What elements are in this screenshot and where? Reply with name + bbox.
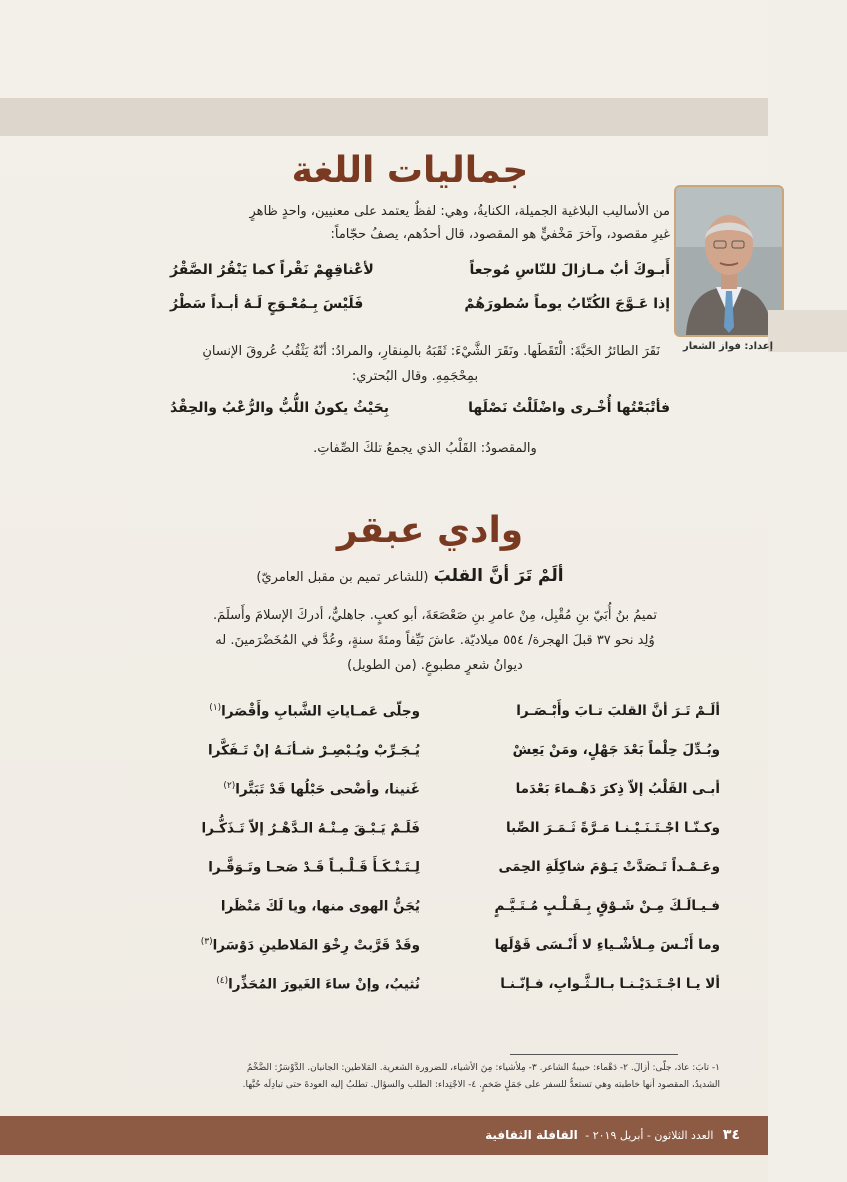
poem-hemistich-2 (150, 781, 420, 798)
poem-hemistich-text: وقَدْ قَرَّبتْ رِخْوَ المَلاطينِ دَوْسَرا (212, 937, 420, 954)
poem-hemistich-1: وما أَنْـسَ مِـلأشْـياءِ لا أَنْـسَى قَوْلَها (494, 937, 720, 953)
verse-2-hemistich-2: فَلَيْسَ بِـمُعْـوَجٍ لَـهُ أبـداً سَطْرُ (170, 296, 364, 312)
verse-1-hemistich-1: أَبـوكَ أبٌ مـازالَ للنّاسِ مُوجعاً (469, 262, 670, 278)
poem-row (150, 703, 720, 743)
intro-line-2: غيرِ مقصود، وآخرَ مَخْفيٍّ هو المقصود، قال أحدُهم، يصفُ حجّاماً: (330, 227, 670, 242)
poem-row (150, 781, 720, 821)
footnote-line-1: ١- تابَ: عادَ، جلّى: أزالَ. ٢- دَهْماء: حبيبةُ الشاعر. ٣- مِلأشياء: مِنَ الأشياء، للضرورة الشعرية. المَلاطين: الجانبان. الدَّوْسَرُ: الضَّخْمُ (246, 1063, 720, 1073)
issue-info: العدد الثلاثون - أبريل ٢٠١٩ - (585, 1129, 714, 1142)
poem-hemistich-1: أبـى القَلْبُ إلاّ ذِكرَ دَهْـماءَ بَعْدَما (515, 781, 720, 797)
verse-row-2 (150, 296, 670, 320)
poem-subtitle (200, 566, 620, 586)
poem-hemistich-text: فَلَـمْ يَـبْـقَ مِـنْـهُ الـدَّهْـرُ إلاّ تَـذَكُّـرا (201, 820, 420, 837)
poem-hemistich-text: يُجَنُّ الهوى منها، ويا لَكَ مَنْظَرا (220, 898, 420, 915)
poem-hemistich-1: فـيـالَـكَ مِـنْ شَـوْقٍ بِـقَـلْـبٍ مُـتَـيَّـمٍ (494, 898, 720, 914)
poem-hemistich-text: غَنينا، وأضْحى حَبْلُها قَدْ تَبَتَّرا (235, 781, 420, 798)
verse-3-hemistich-1: فأتْبَعْتُها أُخْـرى واضْلَلْتُ نَصْلَها (468, 400, 670, 416)
poem-title: ألَمْ تَرَ أنَّ القلبَ (433, 566, 564, 586)
footer-text (485, 1127, 740, 1143)
footer-band (0, 1116, 768, 1155)
poem-hemistich-1: وكـنّـا اجْـتَـنَـيْـنـا مَـرَّةً ثَـمَـرَ الصِّبا (505, 820, 720, 836)
conclusion-text: والمقصودُ: القَلْبُ الذي يجمعُ تلكَ الصِّفاتِ. (313, 441, 537, 456)
poem-hemistich-text: لِـتَـنْـكَـأَ قَـلْـبـاً قَـدْ صَحـا وتَـوَقَّـرا (208, 859, 420, 876)
poem-hemistich-2 (150, 898, 420, 915)
intro-line-1: من الأساليب البلاغية الجميلة، الكنايةُ، وهي: لفظٌ يعتمد على معنيين، واحدٍ ظاهرٍ (249, 204, 670, 219)
poem-row (150, 937, 720, 977)
header-band (0, 98, 768, 136)
poem-hemistich-1: وعَـمْـداً تَـصَدَّتْ يَـوْمَ شاكِلَةِ الحِمَى (498, 859, 720, 875)
poem-hemistich-2 (150, 937, 420, 954)
poem-hemistich-2 (150, 820, 420, 837)
poet-note: (للشاعر تميم بن مقبل العامريّ) (256, 570, 429, 585)
poem-hemistich-2 (150, 703, 420, 720)
poem-hemistich-text: نُثيبُ، وإنْ ساءَ الغَيورَ المُحَذِّرا (228, 976, 420, 993)
poem-row (150, 742, 720, 782)
poem-hemistich-1: ألا يـا اجْـتَـدَيْـنـا بـالـثَّـوابِ، فـإنّـنـا (500, 976, 720, 992)
page-number: ٣٤ (722, 1127, 740, 1143)
author-credit: إعداد: فواز الشعار (682, 341, 774, 352)
verse-row-1 (150, 262, 670, 286)
footnote-ref: (٣) (200, 937, 213, 947)
magazine-name: القافلة الثقافية (485, 1128, 578, 1142)
footnotes (130, 1060, 720, 1094)
verse-row-3 (150, 400, 670, 424)
section1-title: جماليات اللغة (291, 150, 529, 191)
poem-hemistich-1: وبُـدِّلَ حِلْماً بَعْدَ جَهْلٍ، ومَنْ يَعِشْ (512, 742, 720, 758)
footnote-ref: (٤) (216, 976, 229, 986)
verse-3-hemistich-2: بِحَيْثُ يكونُ اللُّبُّ والرُّعْبُ والحِقْدُ (170, 400, 389, 416)
section2-title: وادي عبقر (336, 510, 524, 551)
poem-row (150, 976, 720, 1016)
poem-hemistich-2 (150, 976, 420, 993)
gloss-line-2: بمِحْجَمِهِ. وقال البُحتري: (351, 369, 479, 384)
footnote-ref: (٢) (223, 781, 236, 791)
verse-1-hemistich-2: لأعْناقِهِمْ نَقْراً كما يَنْقُرُ الصَّقْرُ (170, 262, 374, 278)
verse-2-hemistich-1: إذا عَـوَّجَ الكُتّابُ يوماً سُطورَهُمْ (464, 296, 670, 312)
gloss-line-1: نَقَرَ الطائرُ الحَبَّةَ: الْتَقَطَها. ونَقَرَ الشَّيْءَ: ثَقَبَهُ بالمِنقارِ، والمرادُ: أنّهُ يَثْقُبُ عُروقَ الإنسانِ (202, 344, 660, 359)
poem-hemistich-2 (150, 742, 420, 759)
footnote-line-2: الشديدُ، المقصود أنها خاطبته وهي تستعدُّ للسفر على جَمَلٍ ضَخمٍ. ٤- الاجْتِداء: الطلب والسؤال. تطلبُ إليه العودةَ حتى تبادِلَه حُبَّها. (242, 1080, 720, 1090)
bio-line-1: تميمُ بنُ أُبَيّ بنِ مُقْبِل، مِنْ عامرِ بنِ صَعْصَعَةَ، أبو كعبٍ. جاهليٌّ، أدركَ الإسلامَ وأَسلَمَ. (213, 608, 657, 623)
poem-hemistich-text: يُـجَـرِّبْ ويُـبْصِـرْ شـأنَـهُ إنْ تَـفَكَّرا (208, 742, 420, 759)
bio-line-2: وُلِد نحو ٣٧ قبلَ الهجرة/ ٥٥٤ ميلاديّة. عاشَ نَيِّفاً ومئةَ سنةٍ، وعُدَّ في المُخَضْرَمينَ. له (215, 633, 655, 648)
bio-line-3: ديوانُ شعرٍ مطبوعٍ. (من الطويل) (347, 658, 523, 673)
footnote-ref: (١) (209, 703, 222, 713)
poem-row (150, 898, 720, 938)
poem-row (150, 820, 720, 860)
poem-hemistich-1: ألَـمْ تَـرَ أنَّ القلبَ تـابَ وأَبْـصَـرا (516, 703, 720, 719)
poem-hemistich-2 (150, 859, 420, 876)
poem-hemistich-text: وجلّى عَمـاياتِ الشَّبابِ وأَقْصَرا (221, 703, 420, 720)
footnote-divider (510, 1054, 678, 1055)
portrait-image (676, 187, 782, 335)
poem-row (150, 859, 720, 899)
